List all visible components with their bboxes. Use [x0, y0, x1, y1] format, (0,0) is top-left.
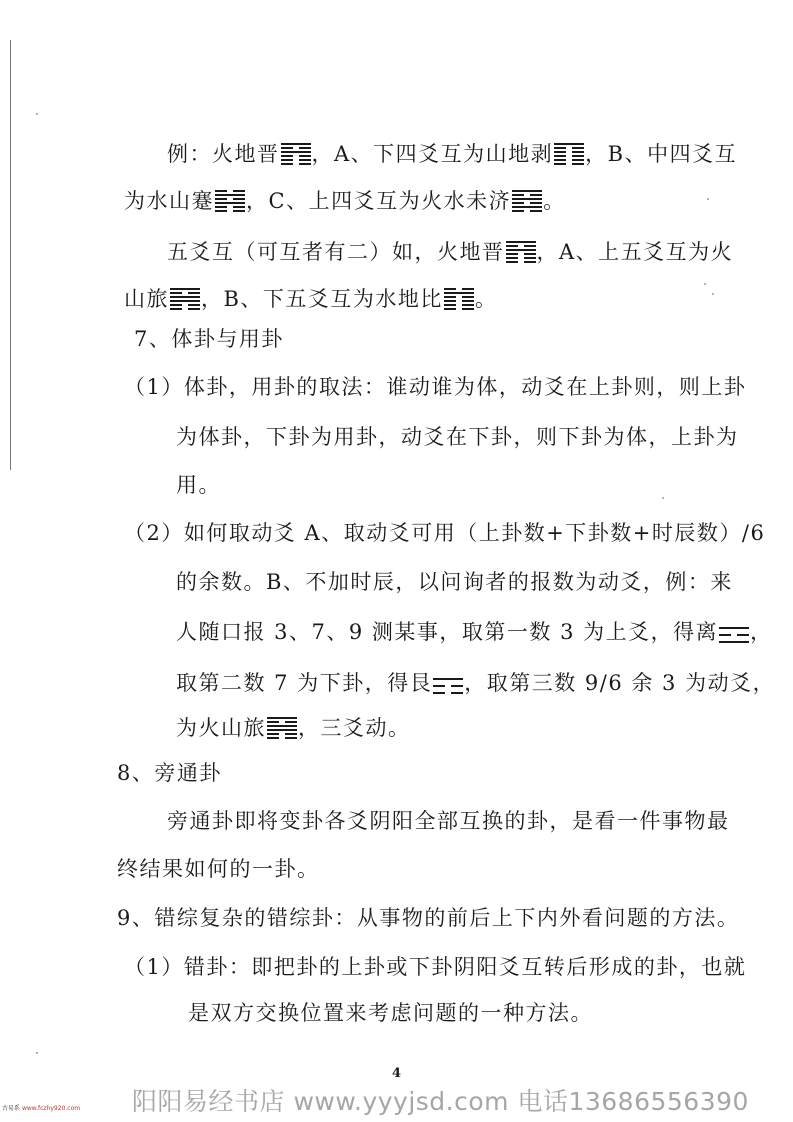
- hexagram-jin: [281, 143, 311, 165]
- yin-line: [524, 261, 536, 263]
- yin-line: [572, 151, 584, 153]
- yin-line: [462, 288, 474, 290]
- text-line: 终结果如何的一卦。: [117, 857, 320, 881]
- scan-speck: [36, 113, 38, 115]
- yin-line: [285, 737, 297, 739]
- yang-line: [267, 725, 297, 727]
- yang-line: [506, 241, 536, 243]
- yin-line: [170, 308, 182, 310]
- text-line: 旁通卦即将变卦各爻阴阳全部互换的卦，是看一件事物最: [167, 809, 730, 833]
- text-line: 例：火地晋 ，A、下四爻互为山地剥 ，B、中四爻互: [167, 142, 738, 166]
- yin-line: [281, 159, 293, 161]
- yin-line: [281, 147, 293, 149]
- yin-line: [572, 163, 584, 165]
- yin-line: [281, 163, 293, 165]
- page-number: 4: [392, 1066, 402, 1081]
- yin-line: [215, 198, 227, 200]
- yin-line: [572, 147, 584, 149]
- yang-line: [512, 190, 542, 192]
- yin-line: [530, 194, 542, 196]
- yin-line: [554, 147, 566, 149]
- text-line: （2）如何取动爻 A、取动爻可用（上卦数+下卦数+时辰数）/6: [124, 521, 766, 545]
- text-line: 人随口报 3、7、9 测某事，取第一数 3 为上爻，得离 ，: [176, 620, 773, 644]
- yin-line: [233, 206, 245, 208]
- scan-speck: [36, 1052, 38, 1054]
- yin-line: [524, 257, 536, 259]
- yang-line: [719, 627, 749, 629]
- text-line: 为体卦，下卦为用卦，动爻在下卦，则下卦为体，上卦为: [176, 425, 739, 449]
- text-line: 山旅 ，B、下五爻互为水地比 。: [124, 287, 498, 311]
- yin-line: [462, 308, 474, 310]
- hexagram-jin: [506, 241, 536, 263]
- yin-line: [285, 721, 297, 723]
- yang-line: [170, 288, 200, 290]
- yin-line: [530, 202, 542, 204]
- text-line: 是双方交换位置来考虑问题的一种方法。: [188, 1001, 593, 1025]
- footer-watermark: 阳阳易经书店 www.yyyjsd.com 电话13686556390: [132, 1087, 749, 1116]
- yin-line: [462, 296, 474, 298]
- yin-line: [572, 159, 584, 161]
- yin-line: [444, 308, 456, 310]
- section-heading: 8、旁通卦: [117, 761, 222, 785]
- yang-line: [554, 143, 584, 145]
- yang-line: [267, 729, 297, 731]
- trigram-gen: [433, 678, 463, 694]
- yin-line: [554, 159, 566, 161]
- yin-line: [530, 210, 542, 212]
- section-heading: 7、体卦与用卦: [134, 327, 284, 351]
- yin-line: [170, 304, 182, 306]
- yang-line: [281, 143, 311, 145]
- yin-line: [215, 206, 227, 208]
- yin-line: [233, 190, 245, 192]
- text-line: 为水山蹇 ，C、上四爻互为火水未济 。: [124, 189, 566, 213]
- yin-line: [572, 155, 584, 157]
- hexagram-lv: [267, 717, 297, 739]
- yin-line: [233, 198, 245, 200]
- text-line: 五爻互（可互者有二）如，火地晋 ，A、上五爻互为火: [167, 240, 734, 264]
- yin-line: [451, 685, 463, 687]
- yin-line: [506, 253, 518, 255]
- yang-line: [506, 249, 536, 251]
- yin-line: [719, 634, 731, 636]
- left-margin-rule: [10, 40, 11, 470]
- text-line: 用。: [176, 473, 221, 497]
- yin-line: [433, 692, 445, 694]
- yin-line: [554, 155, 566, 157]
- yin-line: [188, 292, 200, 294]
- hexagram-lv: [170, 288, 200, 310]
- yang-line: [433, 678, 463, 680]
- section-heading: 9、错综复杂的错综卦：从事物的前后上下内外看问题的方法。: [117, 906, 740, 930]
- yang-line: [170, 296, 200, 298]
- yang-line: [512, 198, 542, 200]
- scan-speck: [662, 497, 664, 499]
- yin-line: [267, 733, 279, 735]
- yin-line: [512, 194, 524, 196]
- yin-line: [444, 300, 456, 302]
- trigram-li: [719, 627, 749, 643]
- yin-line: [512, 210, 524, 212]
- yin-line: [444, 288, 456, 290]
- yin-line: [506, 257, 518, 259]
- text-line: 的余数。B、不加时辰，以问询者的报数为动爻，例：来: [176, 570, 733, 594]
- yang-line: [512, 206, 542, 208]
- yang-line: [215, 194, 245, 196]
- hexagram-jian: [215, 190, 245, 212]
- yin-line: [188, 304, 200, 306]
- yin-line: [170, 292, 182, 294]
- text-line: 为火山旅 ，三爻动。: [176, 716, 411, 740]
- yang-line: [267, 717, 297, 719]
- yang-line: [444, 292, 474, 294]
- yang-line: [719, 641, 749, 643]
- yin-line: [524, 245, 536, 247]
- yin-line: [554, 151, 566, 153]
- yin-line: [462, 300, 474, 302]
- yin-line: [299, 155, 311, 157]
- text-line: （1）体卦，用卦的取法：谁动谁为体，动爻在上卦则，则上卦: [124, 375, 747, 399]
- yin-line: [512, 202, 524, 204]
- yin-line: [433, 685, 445, 687]
- yin-line: [299, 163, 311, 165]
- scan-speck: [707, 198, 709, 200]
- scan-speck: [704, 283, 706, 285]
- corner-watermark: 古易系 www.fczhy920.com: [2, 1105, 81, 1112]
- hexagram-bi: [444, 288, 474, 310]
- yin-line: [267, 737, 279, 739]
- yang-line: [215, 202, 245, 204]
- scan-speck: [712, 293, 714, 295]
- yin-line: [451, 692, 463, 694]
- yin-line: [444, 304, 456, 306]
- text-line: （1）错卦：即把卦的上卦或下卦阴阳爻互转后形成的卦，也就: [124, 955, 747, 979]
- yin-line: [299, 159, 311, 161]
- hexagram-weiji: [512, 190, 542, 212]
- yin-line: [299, 147, 311, 149]
- yin-line: [444, 296, 456, 298]
- yin-line: [285, 733, 297, 735]
- yin-line: [737, 634, 749, 636]
- yin-line: [215, 210, 227, 212]
- yin-line: [554, 163, 566, 165]
- yin-line: [462, 304, 474, 306]
- hexagram-bo: [554, 143, 584, 165]
- text-line: 取第二数 7 为下卦，得艮 ，取第三数 9/6 余 3 为动爻，: [176, 671, 776, 695]
- yin-line: [506, 245, 518, 247]
- yang-line: [281, 151, 311, 153]
- yin-line: [281, 155, 293, 157]
- yin-line: [267, 721, 279, 723]
- yang-line: [170, 300, 200, 302]
- yin-line: [506, 261, 518, 263]
- yin-line: [215, 190, 227, 192]
- yin-line: [188, 308, 200, 310]
- yin-line: [233, 210, 245, 212]
- yin-line: [524, 253, 536, 255]
